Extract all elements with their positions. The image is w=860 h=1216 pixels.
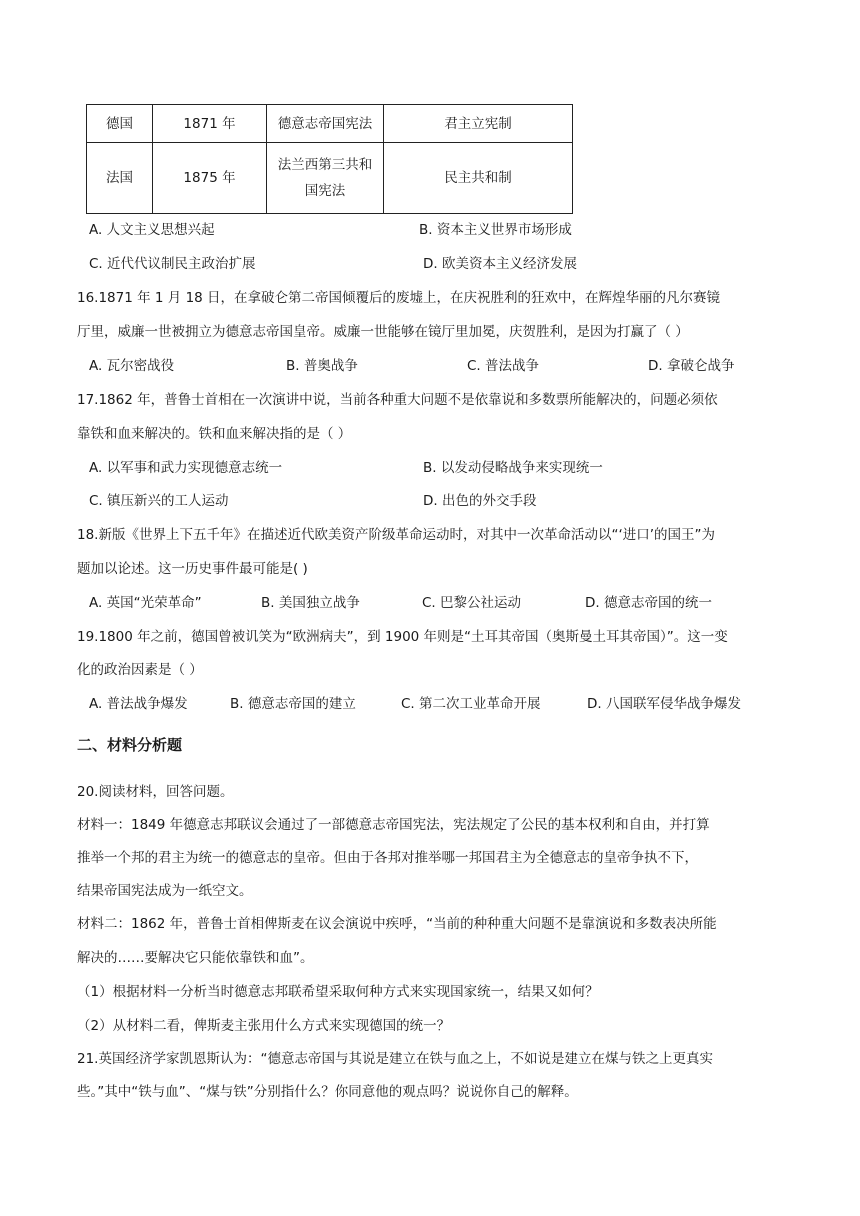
q20-material-line: 材料一：1849 年德意志邦联议会通过了一部德意志帝国宪法，宪法规定了公民的基本权利和自由，并打算 bbox=[77, 817, 710, 833]
table-row bbox=[87, 143, 573, 214]
q20-material-line: 推举一个邦的君主为统一的德意志的皇帝。但由于各邦对推举哪一邦国君主为全德意志的皇帝争执不下， bbox=[77, 850, 698, 866]
q16-option-a: A. 瓦尔密战役 bbox=[89, 358, 175, 374]
q18-option-c: C. 巴黎公社运动 bbox=[422, 595, 522, 611]
q15-option-a: A. 人文主义思想兴起 bbox=[89, 222, 215, 238]
q19-option-c: C. 第二次工业革命开展 bbox=[401, 696, 541, 712]
q15-option-d: D. 欧美资本主义经济发展 bbox=[423, 256, 577, 272]
q20-subquestion: （1）根据材料一分析当时德意志邦联希望采取何种方式来实现国家统一，结果又如何？ bbox=[77, 984, 599, 1000]
q16-option-d: D. 拿破仑战争 bbox=[648, 358, 735, 374]
q20-intro: 20.阅读材料，回答问题。 bbox=[77, 784, 234, 800]
q18-stem-line: 18.新版《世界上下五千年》在描述近代欧美资产阶级革命运动时，对其中一次革命活动以“‘进口’的国王”为 bbox=[77, 527, 716, 543]
q19-option-d: D. 八国联军侵华战争爆发 bbox=[587, 696, 741, 712]
q16-option-c: C. 普法战争 bbox=[467, 358, 540, 374]
q17-stem-line: 靠铁和血来解决的。铁和血来解决指的是（ ） bbox=[77, 426, 352, 442]
q20-material-line: 结果帝国宪法成为一纸空文。 bbox=[77, 883, 253, 899]
table-cell: 1871 年 bbox=[153, 105, 267, 143]
q17-option-a: A. 以军事和武力实现德意志统一 bbox=[89, 460, 283, 476]
table-cell bbox=[267, 143, 384, 214]
table-cell: 德意志帝国宪法 bbox=[267, 105, 384, 143]
q18-option-b: B. 美国独立战争 bbox=[261, 595, 360, 611]
table-row bbox=[87, 105, 573, 143]
q15-option-b: B. 资本主义世界市场形成 bbox=[419, 222, 572, 238]
q20-subquestion: （2）从材料二看，俾斯麦主张用什么方式来实现德国的统一？ bbox=[77, 1018, 451, 1034]
q21-stem-line: 21.英国经济学家凯恩斯认为：“德意志帝国与其说是建立在铁与血之上，不如说是建立在煤与铁之上更真实 bbox=[77, 1051, 713, 1067]
q21-stem-line: 些。”其中“铁与血”、“煤与铁”分别指什么？你同意他的观点吗？说说你自己的解释。 bbox=[77, 1084, 578, 1100]
q19-option-a: A. 普法战争爆发 bbox=[89, 696, 188, 712]
table-cell-line: 法兰西第三共和 bbox=[277, 157, 373, 173]
q15-option-c: C. 近代代议制民主政治扩展 bbox=[89, 256, 256, 272]
q18-stem-line: 题加以论述。这一历史事件最可能是( ) bbox=[77, 561, 308, 577]
q18-option-a: A. 英国“光荣革命” bbox=[89, 595, 202, 611]
table-cell: 民主共和制 bbox=[384, 143, 573, 214]
table-cell-line: 国宪法 bbox=[304, 183, 346, 199]
table-cell: 君主立宪制 bbox=[384, 105, 573, 143]
table-cell: 德国 bbox=[87, 105, 153, 143]
q17-option-d: D. 出色的外交手段 bbox=[423, 493, 537, 509]
q19-option-b: B. 德意志帝国的建立 bbox=[230, 696, 356, 712]
section-heading: 二、材料分析题 bbox=[77, 736, 183, 754]
table-cell: 1875 年 bbox=[153, 143, 267, 214]
q18-option-d: D. 德意志帝国的统一 bbox=[585, 595, 712, 611]
q20-material-line: 材料二：1862 年，普鲁士首相俾斯麦在议会演说中疾呼，“当前的种种重大问题不是靠演说和多数表决所能 bbox=[77, 916, 717, 932]
q20-material-line: 解决的……要解决它只能依靠铁和血”。 bbox=[77, 950, 314, 966]
q17-stem-line: 17.1862 年，普鲁士首相在一次演讲中说，当前各种重大问题不是依靠说和多数票所能解决的，问题必须依 bbox=[77, 392, 718, 408]
table-cell: 法国 bbox=[87, 143, 153, 214]
q16-stem-line: 16.1871 年 1 月 18 日，在拿破仑第二帝国倾覆后的废墟上，在庆祝胜利的狂欢中，在辉煌华丽的凡尔赛镜 bbox=[77, 290, 721, 306]
q16-option-b: B. 普奥战争 bbox=[286, 358, 358, 374]
constitution-table bbox=[86, 104, 573, 214]
q16-stem-line: 厅里，威廉一世被拥立为德意志帝国皇帝。威廉一世能够在镜厅里加冕，庆贺胜利，是因为打赢了（ ） bbox=[77, 324, 689, 340]
q19-stem-line: 19.1800 年之前，德国曾被讥笑为“欧洲病夫”，到 1900 年则是“土耳其帝国（奥斯曼土耳其帝国）”。这一变 bbox=[77, 629, 728, 645]
q17-option-c: C. 镇压新兴的工人运动 bbox=[89, 493, 229, 509]
q17-option-b: B. 以发动侵略战争来实现统一 bbox=[423, 460, 603, 476]
q19-stem-line: 化的政治因素是（ ） bbox=[77, 662, 203, 678]
